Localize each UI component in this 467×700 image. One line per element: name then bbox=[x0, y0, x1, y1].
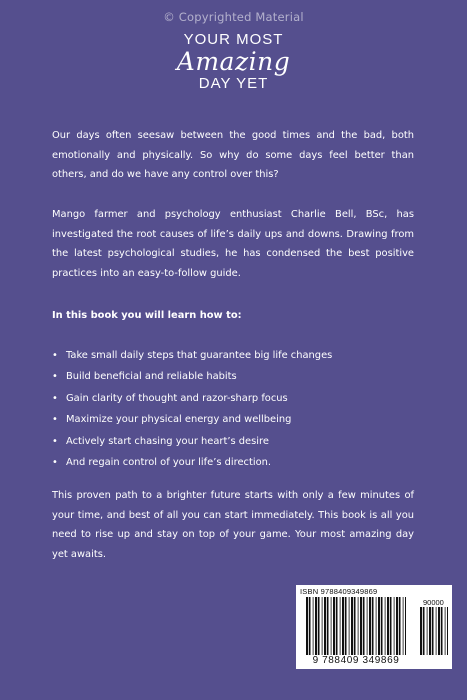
author-paragraph: Mango farmer and psychology enthusiast Charlie Bell, BSc, has investigated the root causes of life’s daily ups and downs. Drawing from the latest psychological studies, he has condensed the best positive practices into an easy-to-follow guide. bbox=[52, 209, 414, 279]
isbn-barcode bbox=[296, 585, 452, 669]
list-item bbox=[52, 431, 332, 452]
list-item bbox=[52, 345, 332, 366]
closing-paragraph: This proven path to a brighter future starts with only a few minutes of your time, and best of all you can start immediately. This book is all you need to rise up and stay on top of your game. Your most amazing day yet awaits. bbox=[52, 490, 414, 560]
intro-paragraph: Our days often seesaw between the good times and the bad, both emotionally and physically. So why do some days feel better than others, and do we have any control over this? bbox=[52, 130, 414, 180]
list-item bbox=[52, 366, 332, 387]
barcode-digits: 9 788409 349869 bbox=[312, 655, 400, 666]
learn-heading: In this book you will learn how to: bbox=[52, 310, 242, 321]
bullet-icon: • bbox=[52, 435, 58, 447]
book-title bbox=[0, 31, 467, 93]
list-item-text: And regain control of your life’s direction. bbox=[66, 456, 272, 468]
bullet-icon: • bbox=[52, 414, 58, 426]
list-item-text: Actively start chasing your heart’s desire bbox=[66, 435, 269, 447]
title-line-1: YOUR MOST bbox=[183, 31, 284, 48]
list-item-text: Maximize your physical energy and wellbeing bbox=[66, 414, 292, 426]
list-item bbox=[52, 388, 332, 409]
addon-barcode-bars-icon bbox=[420, 607, 448, 655]
isbn-label: ISBN 9788409349869 bbox=[300, 587, 378, 596]
title-line-3: DAY YET bbox=[198, 75, 269, 92]
bullet-icon: • bbox=[52, 456, 58, 468]
list-item-text: Build beneficial and reliable habits bbox=[66, 371, 237, 383]
bullet-icon: • bbox=[52, 392, 58, 404]
price-code: 90000 bbox=[423, 598, 444, 607]
bullet-icon: • bbox=[52, 371, 58, 383]
learn-list bbox=[52, 345, 332, 473]
list-item bbox=[52, 409, 332, 430]
barcode-bars-icon bbox=[306, 597, 406, 655]
list-item-text: Gain clarity of thought and razor-sharp focus bbox=[66, 392, 288, 404]
list-item bbox=[52, 452, 332, 473]
bullet-icon: • bbox=[52, 350, 58, 361]
copyright-watermark: © Copyrighted Material bbox=[163, 10, 304, 24]
title-line-2: Amazing bbox=[176, 47, 291, 76]
list-item-text: Take small daily steps that guarantee big life changes bbox=[66, 350, 333, 361]
